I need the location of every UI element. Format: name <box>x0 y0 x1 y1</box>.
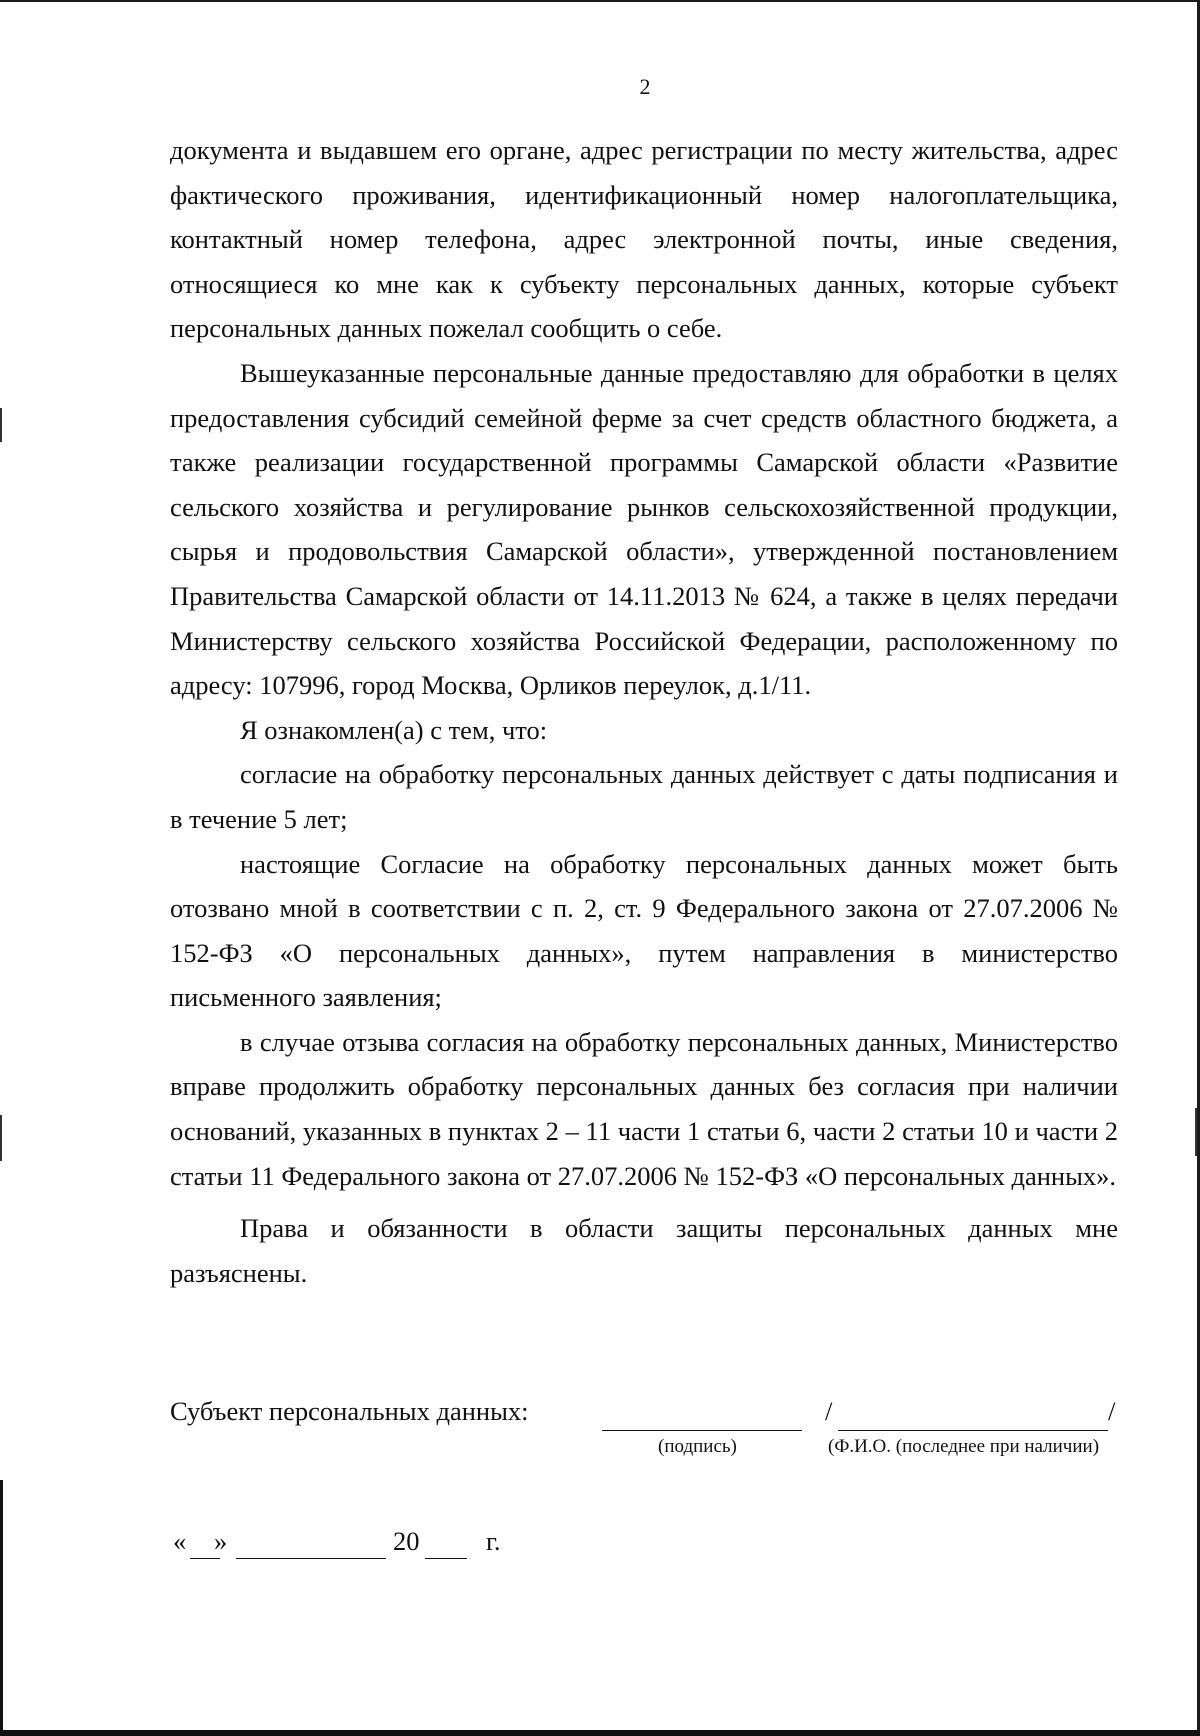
signature-caption: (подпись) <box>658 1436 737 1457</box>
signature-block <box>170 1396 1118 1456</box>
fio-slash-left: / <box>825 1396 833 1426</box>
paragraph-rights-explained: Права и обязанности в области защиты персональных данных мне разъяснены. <box>170 1213 1118 1288</box>
date-year-suffix: г. <box>486 1526 501 1556</box>
date-year-prefix: 20 <box>393 1526 420 1556</box>
scan-edge-top <box>0 0 1200 2</box>
date-quote-open: « <box>173 1526 187 1556</box>
scan-mark <box>1195 1108 1197 1156</box>
paragraph-acknowledgement: Я ознакомлен(а) с тем, что: <box>240 714 548 745</box>
paragraph-revocation-consequences: в случае отзыва согласия на обработку персональных данных, Министерство вправе продолжить обработку персональных данных без согласия при наличии оснований, указанных в пунктах 2 – 11 части 1 статьи 6, части 2 статьи 10 и части 2 статьи 11 Федерального закона от 27.07.2006 № 152-ФЗ «О персональных данных». <box>170 1026 1118 1191</box>
date-quote-close: » <box>214 1526 228 1556</box>
date-day-field[interactable] <box>190 1558 220 1559</box>
subject-label: Субъект персональных данных: <box>170 1396 529 1426</box>
scan-mark <box>0 408 2 442</box>
signature-field[interactable] <box>602 1430 802 1431</box>
date-month-field[interactable] <box>236 1558 386 1559</box>
fio-caption: (Ф.И.О. (последнее при наличии) <box>828 1436 1100 1457</box>
scan-mark <box>0 1115 2 1161</box>
fio-field[interactable] <box>838 1430 1108 1431</box>
date-year-field[interactable] <box>425 1558 467 1559</box>
page-number: 2 <box>639 74 651 99</box>
scan-edge-left <box>0 1480 3 1736</box>
paragraph-personal-data-list: документа и выдавшем его органе, адрес регистрации по месту жительства, адрес фактического проживания, идентификационный номер налогоплательщика, контактный номер телефона, адрес электронной почты, иные сведения, относящиеся ко мне как к субъекту персональных данных, которые субъект персональных данных пожелал сообщить о себе. <box>170 135 1118 344</box>
paragraph-processing-purpose: Вышеуказанные персональные данные предоставляю для обработки в целях предоставления субсидий семейной ферме за счет средств областного бюджета, а также реализации государственной программы Самарской области «Развитие сельского хозяйства и регулирование рынков сельскохозяйственной продукции, сырья и продовольствия Самарской области», утвержденной постановлением Правительства Самарской области от 14.11.2013 № 624, а также в целях передачи Министерству сельского хозяйства Российской Федерации, расположенному по адресу: 107996, город Москва, Орликов переулок, д.1/11. <box>170 357 1118 701</box>
paragraph-consent-validity: согласие на обработку персональных данных действует с даты подписания и в течение 5 лет; <box>170 759 1118 834</box>
document-body <box>170 128 1118 1295</box>
fio-slash-right: / <box>1108 1396 1116 1426</box>
paragraph-consent-revocation: настоящие Согласие на обработку персональных данных может быть отозвано мной в соответствии с п. 2, ст. 9 Федерального закона от 27.07.2006 № 152-ФЗ «О персональных данных», путем направления в министерство письменного заявления; <box>170 848 1118 1013</box>
scan-edge-bottom <box>0 1730 1200 1736</box>
